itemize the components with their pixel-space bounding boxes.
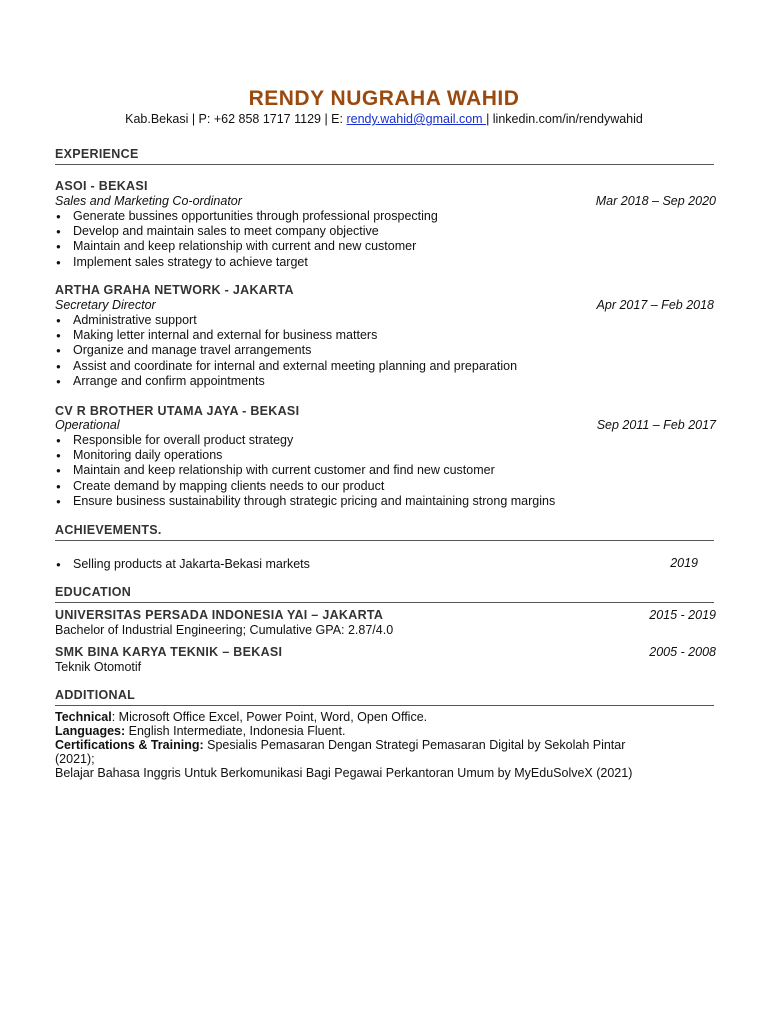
additional-heading: ADDITIONAL (55, 688, 714, 706)
list-item: ● Ensure business sustainability through strategic pricing and maintaining strong margins (55, 494, 555, 509)
list-item: ● Maintain and keep relationship with current and new customer (55, 239, 438, 254)
job-role: Operational (55, 418, 120, 432)
languages-value: English Intermediate, Indonesia Fluent. (125, 724, 346, 738)
job-role: Secretary Director (55, 298, 156, 312)
experience-heading: EXPERIENCE (55, 147, 714, 165)
achievements-heading: ACHIEVEMENTS. (55, 523, 714, 541)
job-organization: ASOI - BEKASI (55, 179, 148, 193)
technical-line (55, 710, 427, 725)
job-duties (55, 433, 555, 509)
languages-label: Languages: (55, 724, 126, 738)
list-item: ● Administrative support (55, 313, 517, 328)
certifications-line (55, 738, 625, 753)
list-item: ● Making letter internal and external for business matters (55, 328, 517, 343)
job-dates: Mar 2018 – Sep 2020 (595, 194, 716, 208)
school-detail: Teknik Otomotif (55, 660, 142, 674)
list-item: ● Generate bussines opportunities through professional prospecting (55, 209, 438, 224)
list-item: ● Responsible for overall product strategy (55, 433, 555, 448)
technical-label: Technical (55, 710, 112, 724)
certifications-label: Certifications & Training: (55, 738, 204, 752)
job-role: Sales and Marketing Co-ordinator (55, 194, 242, 208)
school-name: UNIVERSITAS PERSADA INDONESIA YAI – JAKARTA (55, 608, 384, 622)
job-dates: Apr 2017 – Feb 2018 (596, 298, 714, 312)
job-dates: Sep 2011 – Feb 2017 (596, 418, 716, 432)
list-item: ● Maintain and keep relationship with current customer and find new customer (55, 463, 555, 478)
school-years: 2015 - 2019 (649, 608, 716, 622)
job-organization: CV R BROTHER UTAMA JAYA - BEKASI (55, 404, 300, 418)
candidate-name: RENDY NUGRAHA WAHID (248, 87, 520, 110)
list-item: ● Create demand by mapping clients needs to our product (55, 479, 555, 494)
list-item: ● Arrange and confirm appointments (55, 374, 517, 389)
languages-line (55, 724, 345, 739)
list-item: ● Selling products at Jakarta-Bekasi markets (55, 557, 310, 572)
certifications-value: Spesialis Pemasaran Dengan Strategi Pemasaran Digital by Sekolah Pintar (203, 738, 626, 752)
list-item: ● Assist and coordinate for internal and external meeting planning and preparation (55, 359, 517, 374)
school-detail: Bachelor of Industrial Engineering; Cumulative GPA: 2.87/4.0 (55, 623, 394, 637)
technical-value: : Microsoft Office Excel, Power Point, Word, Open Office. (111, 710, 428, 724)
certifications-continued: (2021); (55, 752, 95, 766)
contact-prefix: Kab.Bekasi | P: +62 858 1717 1129 | E: (125, 112, 347, 126)
email-link[interactable]: rendy.wahid@gmail.com (346, 112, 487, 126)
list-item: ● Implement sales strategy to achieve target (55, 255, 438, 270)
achievements-list (55, 557, 310, 572)
job-duties (55, 313, 517, 389)
job-organization: ARTHA GRAHA NETWORK - JAKARTA (55, 283, 294, 297)
contact-suffix: | linkedin.com/in/rendywahid (486, 112, 643, 126)
school-years: 2005 - 2008 (649, 645, 716, 659)
list-item: ● Develop and maintain sales to meet company objective (55, 224, 438, 239)
contact-line (0, 111, 768, 127)
achievement-year: 2019 (670, 556, 698, 570)
job-duties (55, 209, 438, 270)
list-item: ● Monitoring daily operations (55, 448, 555, 463)
school-name: SMK BINA KARYA TEKNIK – BEKASI (55, 645, 283, 659)
list-item: ● Organize and manage travel arrangements (55, 343, 517, 358)
education-heading: EDUCATION (55, 585, 714, 603)
certifications-line-2: Belajar Bahasa Inggris Untuk Berkomunikasi Bagi Pegawai Perkantoran Umum by MyEduSolveX (2021) (55, 766, 633, 780)
